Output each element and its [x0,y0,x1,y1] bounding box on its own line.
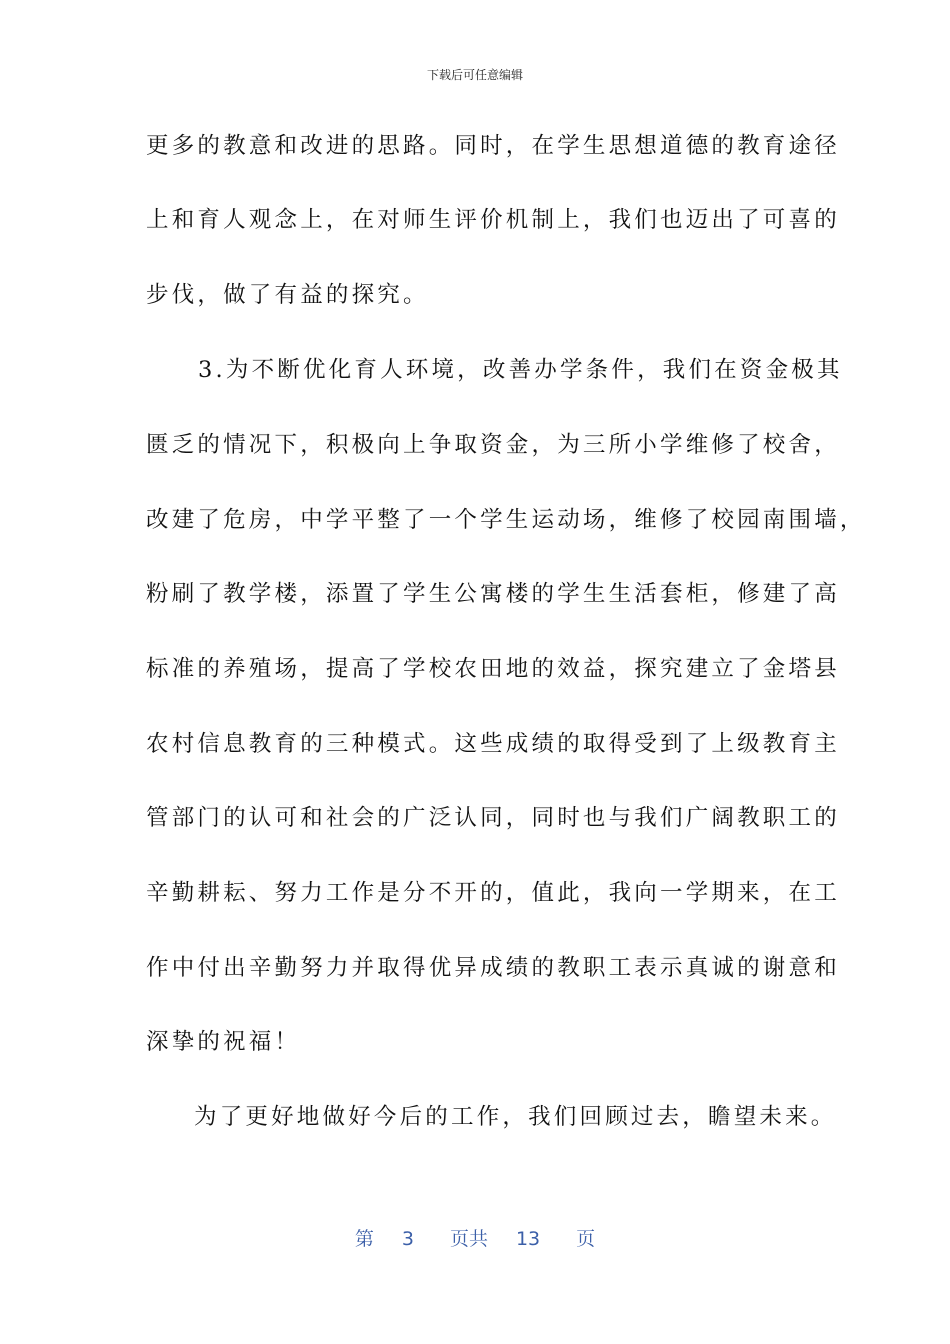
paragraph-line: 深挚的祝福！ [146,1029,301,1055]
page-footer [0,1224,950,1251]
footer-suffix: 页 [576,1228,596,1250]
footer-middle: 页共 [449,1228,488,1250]
footer-total-pages: 13 [515,1228,541,1250]
paragraph-line: 3.为不断优化育人环境，改善办学条件，我们在资金极其 [198,357,843,383]
footer-page-number: 3 [401,1228,414,1250]
paragraph-line: 作中付出辛勤努力并取得优异成绩的教职工表示真诚的谢意和 [146,955,840,981]
page-header: 下载后可任意编辑 [426,68,523,82]
paragraph-line: 匮乏的情况下，积极向上争取资金，为三所小学维修了校舍， [146,432,840,458]
paragraph-line: 农村信息教育的三种模式。这些成绩的取得受到了上级教育主 [146,731,840,757]
paragraph-line: 为了更好地做好今后的工作，我们回顾过去，瞻望未来。 [194,1104,837,1130]
paragraph-line: 改建了危房，中学平整了一个学生运动场，维修了校园南围墙， [146,507,866,533]
paragraph-line: 标准的养殖场，提高了学校农田地的效益，探究建立了金塔县 [146,656,840,682]
paragraph-line: 粉刷了教学楼，添置了学生公寓楼的学生生活套柜，修建了高 [146,581,840,607]
paragraph-line: 步伐，做了有益的探究。 [146,282,429,308]
paragraph-line: 更多的教意和改进的思路。同时，在学生思想道德的教育途径 [146,133,840,159]
paragraph-line: 管部门的认可和社会的广泛认同，同时也与我们广阔教职工的 [146,805,840,831]
paragraph-line: 上和育人观念上，在对师生评价机制上，我们也迈出了可喜的 [146,207,840,233]
paragraph-line: 辛勤耕耘、努力工作是分不开的，值此，我向一学期来，在工 [146,880,840,906]
footer-prefix: 第 [354,1228,374,1250]
